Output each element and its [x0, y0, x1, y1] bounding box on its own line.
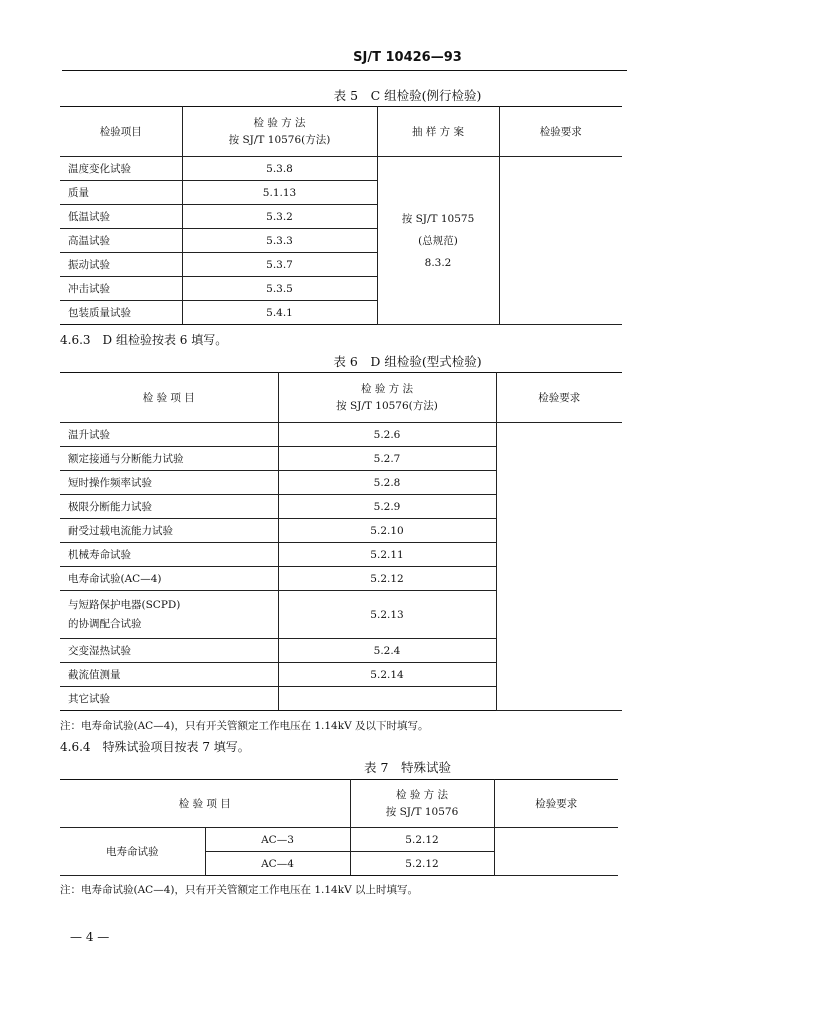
table6-header-item: 检 验 项 目 [60, 373, 278, 423]
table5-header-method [182, 107, 377, 157]
table6-item: 耐受过载电流能力试验 [60, 519, 278, 543]
table7-header-requirement: 检验要求 [494, 780, 618, 828]
table6-item: 短时操作频率试验 [60, 471, 278, 495]
table6-method: 5.2.4 [278, 639, 496, 663]
table6-item: 截流值测量 [60, 663, 278, 687]
table5-sampling-line2: (总规范) [418, 234, 458, 247]
table5-header-sampling: 抽 样 方 案 [377, 107, 499, 157]
table6-method: 5.2.8 [278, 471, 496, 495]
table7-sub: AC—3 [205, 828, 350, 852]
table5-item: 振动试验 [60, 253, 182, 277]
table-row [60, 423, 622, 447]
table7-header-item: 检 验 项 目 [60, 780, 350, 828]
table6-method: 5.2.6 [278, 423, 496, 447]
table6-method: 5.2.7 [278, 447, 496, 471]
header-rule [62, 70, 627, 71]
table6-header-requirement: 检验要求 [496, 373, 622, 423]
table7-header-method-line2: 按 SJ/T 10576 [385, 805, 459, 818]
table5-header-method-line2: 按 SJ/T 10576(方法) [228, 133, 331, 146]
table6-item [60, 591, 278, 639]
table6-method: 5.2.9 [278, 495, 496, 519]
table7-method: 5.2.12 [350, 852, 494, 876]
table6-item: 极限分断能力试验 [60, 495, 278, 519]
table6 [60, 372, 622, 711]
table6-method [278, 687, 496, 711]
table7-note: 注：电寿命试验(AC—4)，只有开关管额定工作电压在 1.14kV 以上时填写。 [60, 884, 418, 896]
table5-sampling-line1: 按 SJ/T 10575 [401, 212, 475, 225]
table6-note: 注：电寿命试验(AC—4)，只有开关管额定工作电压在 1.14kV 及以下时填写。 [60, 720, 429, 732]
table6-method: 5.2.13 [278, 591, 496, 639]
table5-item: 温度变化试验 [60, 157, 182, 181]
table5-method: 5.3.2 [182, 205, 377, 229]
table7 [60, 779, 618, 876]
table5-item: 低温试验 [60, 205, 182, 229]
table5-method: 5.1.13 [182, 181, 377, 205]
table7-sub: AC—4 [205, 852, 350, 876]
table7-requirement-cell [494, 828, 618, 876]
table6-caption: 表 6 D 组检验(型式检验) [333, 354, 482, 369]
table5-caption: 表 5 C 组检验(例行检验) [333, 88, 482, 103]
paragraph-4-6-4: 4.6.4 特殊试验项目按表 7 填写。 [60, 740, 250, 754]
table5-sampling-plan [377, 157, 499, 325]
table5-method: 5.3.7 [182, 253, 377, 277]
table6-method: 5.2.12 [278, 567, 496, 591]
table5-method: 5.3.8 [182, 157, 377, 181]
table6-header-method-line2: 按 SJ/T 10576(方法) [336, 399, 438, 412]
table5-header-method-line1: 检 验 方 法 [253, 116, 306, 129]
paragraph-4-6-3: 4.6.3 D 组检验按表 6 填写。 [60, 333, 228, 347]
table5-header-requirement: 检验要求 [499, 107, 622, 157]
table6-header-method-line1: 检 验 方 法 [360, 382, 413, 395]
table7-header-method-line1: 检 验 方 法 [395, 788, 448, 801]
table5-method: 5.4.1 [182, 301, 377, 325]
table5-requirement-cell [499, 157, 622, 325]
table5 [60, 106, 622, 325]
table6-method: 5.2.10 [278, 519, 496, 543]
table5-item: 高温试验 [60, 229, 182, 253]
table5-item: 质量 [60, 181, 182, 205]
table6-item: 其它试验 [60, 687, 278, 711]
table5-header-item: 检验项目 [60, 107, 182, 157]
table6-item: 交变湿热试验 [60, 639, 278, 663]
page-number: — 4 — [70, 930, 110, 944]
table6-method: 5.2.11 [278, 543, 496, 567]
table7-method: 5.2.12 [350, 828, 494, 852]
table7-caption: 表 7 特殊试验 [364, 760, 451, 775]
table6-item-line2: 的协调配合试验 [68, 617, 142, 630]
table-row [60, 828, 618, 852]
table7-group: 电寿命试验 [60, 828, 205, 876]
table6-item-line1: 与短路保护电器(SCPD) [68, 598, 181, 611]
table6-header-method [278, 373, 496, 423]
table6-item: 额定接通与分断能力试验 [60, 447, 278, 471]
document-header: SJ/T 10426—93 [353, 50, 462, 65]
table7-header-method [350, 780, 494, 828]
table5-item: 包装质量试验 [60, 301, 182, 325]
table6-item: 机械寿命试验 [60, 543, 278, 567]
table5-sampling-line3: 8.3.2 [424, 256, 452, 269]
table-row [60, 157, 622, 181]
table6-item: 温升试验 [60, 423, 278, 447]
table5-method: 5.3.3 [182, 229, 377, 253]
table6-requirement-cell [496, 423, 622, 711]
table5-item: 冲击试验 [60, 277, 182, 301]
table6-item: 电寿命试验(AC—4) [60, 567, 278, 591]
table6-method: 5.2.14 [278, 663, 496, 687]
table5-method: 5.3.5 [182, 277, 377, 301]
